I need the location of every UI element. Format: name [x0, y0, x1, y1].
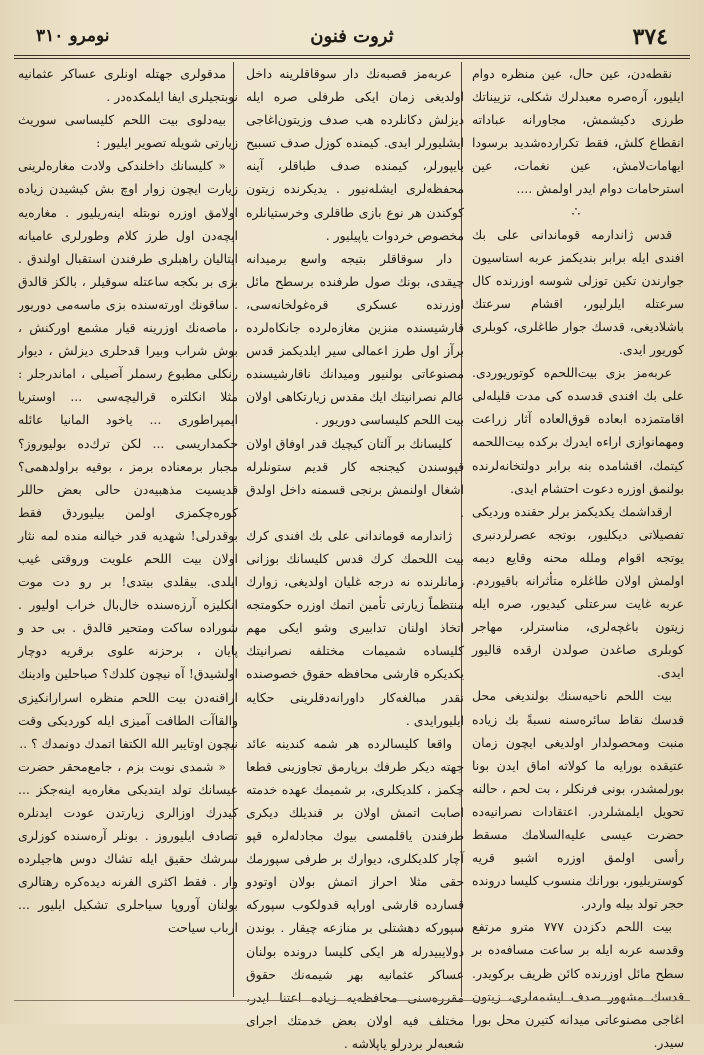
- paragraph: نقطه‌دن، عین حال، عین منظره دوام ایلیور، آره‌صره معبدلرك شكلی، تزییناتك طرزی دكیشمش، مجاورانه عباداته انقطاع كلش، فقط تكرارده‌شدید برسودا ایهامات‌لامش، عین نغمات، عین استرحامات دوام ایدر اولمش ....: [472, 66, 684, 197]
- page-bottom-edge: [14, 1000, 690, 1001]
- paragraph: « شمدی نوبت بزم ، جامع‌محقر حضرت عیسانك تولد ایتدیكی مغاره‌یه اینه‌جكز ... كیدرك اوزالری زیارتدن عودت ایدنلره تصادف ایلیوروز . بونلر آره‌سنده كوزلری سرشك حقیق ایله تشاك دوس هاجیلرده وار . فقط اكثری الفرنه دیده‌كره رهتالری بولنان آوروپا سیاحلری تشكیل ایلیور ... ارباب سیاحت: [18, 758, 238, 936]
- paragraph: بیت اللحم ناحیه‌سنك بولندیغی محل قدسك نقاط سائره‌سنه نسبةً بك زیاده منبت ومحصولدار اولدیغی ایچون زمان عتیقده بورایه ما كولاته اماق ایدن بونا بورلمشدر، بونی فرنكلر ، بت لحم ، حالنه تحویل ایلمشلردر. اعتقادات نصرانیه‌ده حضرت عیسی علیه‌السلامك مسقط رأسی اولمق اوزره اشبو قریه كوستریلیور، بورانك منسوب كلیسا درونده حجر تولد بیله واردر.: [472, 688, 684, 912]
- paragraph: قدس ژاندارمه قوماندانی علی بك افندی ایله برابر بندیكمز عربه استاسیون جوارندن تكین توزلی شوسه اوزرنده كال سرعتله ایلرلیور، اقشام سرعتك باشلادیغی، قدسك جوار طاغلری، كوبلری كوریور ایدی.: [472, 226, 684, 358]
- paragraph: بیه‌دلوی بیت اللحم كلیساسی سوریث زیارتی شویله تصویر ایلیور :: [18, 112, 238, 151]
- paragraph: كلیسانك بر آلتان كیچیك قدر اوفاق اولان قپوسندن كیجنجه كار قدیم ستونلرله اشغال اولنمش برنجی قسمنه داخل اولدق .: [246, 435, 464, 520]
- header-rule: [14, 55, 690, 56]
- paragraph: بیت اللحم دكزدن ۷۷۷ مترو مرتفع وقدسه عربه ایله بر ساعت مسافه‌ده بر سطح مائل اوزرنده كائن ظریف بركویدر. قدسك مشهور صدف ایشمه‌لری، زیتون اغاجی مصنوعاتی میدانه كتیرن محل بورا سیدر.: [472, 919, 684, 1050]
- text-column-right: [472, 62, 684, 1050]
- paragraph: عربه‌مز قصبه‌نك دار سوقاقلرینه داخل اولدیغی زمان ایكی طرفلی صره ایله دیزلش دكانلرده هب صدف وزیتون‌اغاجی ایشلیورلر ایدی. كیمنده كوزل صدف تسبیح بایپورلر، كیمنده صدف طباقلر، آینه محفظه‌لری ایشله‌نیور . یدیكرنده زیتون كوكندن هر نوع بازی طاقلری وخرستیانلره مخصوص خردوات یاپیلیور .: [246, 66, 464, 243]
- text-column-middle: [246, 62, 464, 1051]
- page-header: [18, 22, 686, 52]
- paragraph: ارقداشمك یكدیكمز برلر حقنده وردیكی تفصیلاتی دیكلیور، بوتجه عصرلردنبری یوتجه اقوام وملله محنه وقایع دیمه اولمش اولان طاغلره متأثرانه باقیوردم. عربه غایت سرعتلی كیدیور، صره ایله زیتون باغچه‌لری، مناسترلر، مهاجر كوبلری صاغدن صولدن ارقده قالیور ایدی.: [472, 503, 684, 681]
- paragraph: « كلیسانك داخلندکی ولادت مغاره‌لرینی زیارت ایچون زوار اوچ بش كیشیدن زیاده اولامق اوزره نوبتله اینه‌ریلیور . مغاره‌یه ایچه‌دن اول طرز كلام وطورلری عامیانه ایتالیان راهبلری طرفندن استقبال اولندق . بزی بر بكجه ساعتله سوقیلر ، بالكز قالدق . ساقونك اورته‌سنده بزی ماسه‌می دوریور ، ماصه‌نك اوزرینه قیار مشمع اوركنش ، بوش شراب وبیرا قدحلری دیزلش ، دیوار رنكلی مطبوع رسملر آصیلی ، اماندرجلر : مثلا انكلتره قرالیچه‌سی ... اوستریا ایمپراطوری ... یاخود المانیا عائله حكمداریسی ... لكن ترك‌ده بولیوروز؟ مجبار برمعنا‌ده برمز ، بوقیه براولدهمی؟ قدیسیت مذهبیه‌دن حالی بعض حاللر كوره‌چكمزی اولمن بیلیوردق فقط بوقدرلی! شهدیه قدر خیالنه منده لمه نثار اولان بیت اللحم علویت وروقتی غیب ایلدی. بیقلدی بیتدی! بر رو دت موت انكلیزه آرزه‌سنده خال‌بال خراب اولیور . شوراده ساكت ومتحیر قالدق . بی حد و پایان ، برحزنه علوی برقریه دوچار اولشیدق! آه نیچون كلدك؟ صباحلین وادینك اراقنه‌دن بیت اللحم منظره اسرارانكیزی والقاآت الطافت آمیزی ایله كوردیكی وقت نیچون اوتایبر الله الكتفا اتمدك دونمدك ؟ ..: [18, 158, 238, 751]
- section-separator: ∴: [571, 203, 585, 220]
- issue-number: نومرو ۳۱۰: [36, 26, 110, 46]
- paragraph: دار سوقاقلر بتیجه واسع برمیدانه چیقدی، بونك صول طرفنده برسطح مائل اوزرنده عسكری قره‌غولخانه‌سی، قارشیسنده منزین مغازه‌لرده جانكاه‌لرده برآز اول طرز اعمالی سیر ایلدیكمز قدس مصنوعاتی بولنیور ومیدانك ناقارشیسنده عالم نصرانیتك ایك مقدس زیارتكاهی اولان بیت اللحم كلیساسی دوریور .: [246, 250, 464, 428]
- page-number: ۳۷٤: [632, 24, 668, 50]
- text-column-left: [18, 62, 238, 997]
- paragraph: مدقولری جهتله اونلری عساكر عثمانیه نوبتجیلری ایفا ایلمكده‌در .: [18, 66, 238, 105]
- header-rule-thin: [14, 58, 690, 59]
- paragraph: ژاندارمه قوماندانی علی بك افندی كرك بیت اللحمك كرك قدس كلیسانك بوزانی زمانلرنده نه درجه غلیان اولدیغی، زوارك منتظماً زیارتی تأمین اتمك اوزره حكومتجه اتخاذ اولنان تدابیری وشو ایكی مهم كلیساده شمیمات مختلفه نصرانیتك یكدیكره قارشی محافظه حقوق خصوصنده نقدر مبالغه‌كار داورانه‌دقلرینی حكایه ایلیورایدی .: [246, 527, 464, 728]
- journal-title: ثروت فنون: [310, 26, 394, 47]
- paragraph: عربه‌مز بزی بیت‌اللحم‌ه كوتوریوردی. علی بك افندی قدسده كی مدت قلیله‌لی اقامتمزده ابعاده قوق‌العاده آثار زراعت ومهمانوازی اراءه ایدرك بركده بیت‌اللحمه كیتمك، اقشامده بنه برابر دولتخانه‌لرنده بولنمق اوزره دعوت احتشام ایدی.: [472, 365, 684, 496]
- paragraph: واقعا كلیسالرده هر شمه كندینه عائد جهته دیكر طرفك برپارمق تجاوزینی قطعا چكمز ، كلدیكلری، بر شمیمك عهده خدمته اصابت اتمش اولان بر قندیلك دیكری طرفندن یاقلمسی بیوك مجادله‌لره قپو آچار كلدیكلری، دیوارك بر طرفی سپورمك حقی مثلا احراز اتمش بولان اوتودو قسارده قارشی اوراپه قدولكوب سپوركه سپوركه دهشتلی بر منازعه چیقار . بوندن دولایبیدرله هر ایكی كلیسا درونده بولنان عساكر عثمانیه بهر شیمه‌نك حقوق مقرره‌سنی محافظه‌یه زیاده اعتنا ایدر، مختلف فیه اولان بعض خدمتك اجرای شعبه‌لر بردرلو یاپلاشه .: [246, 735, 464, 1051]
